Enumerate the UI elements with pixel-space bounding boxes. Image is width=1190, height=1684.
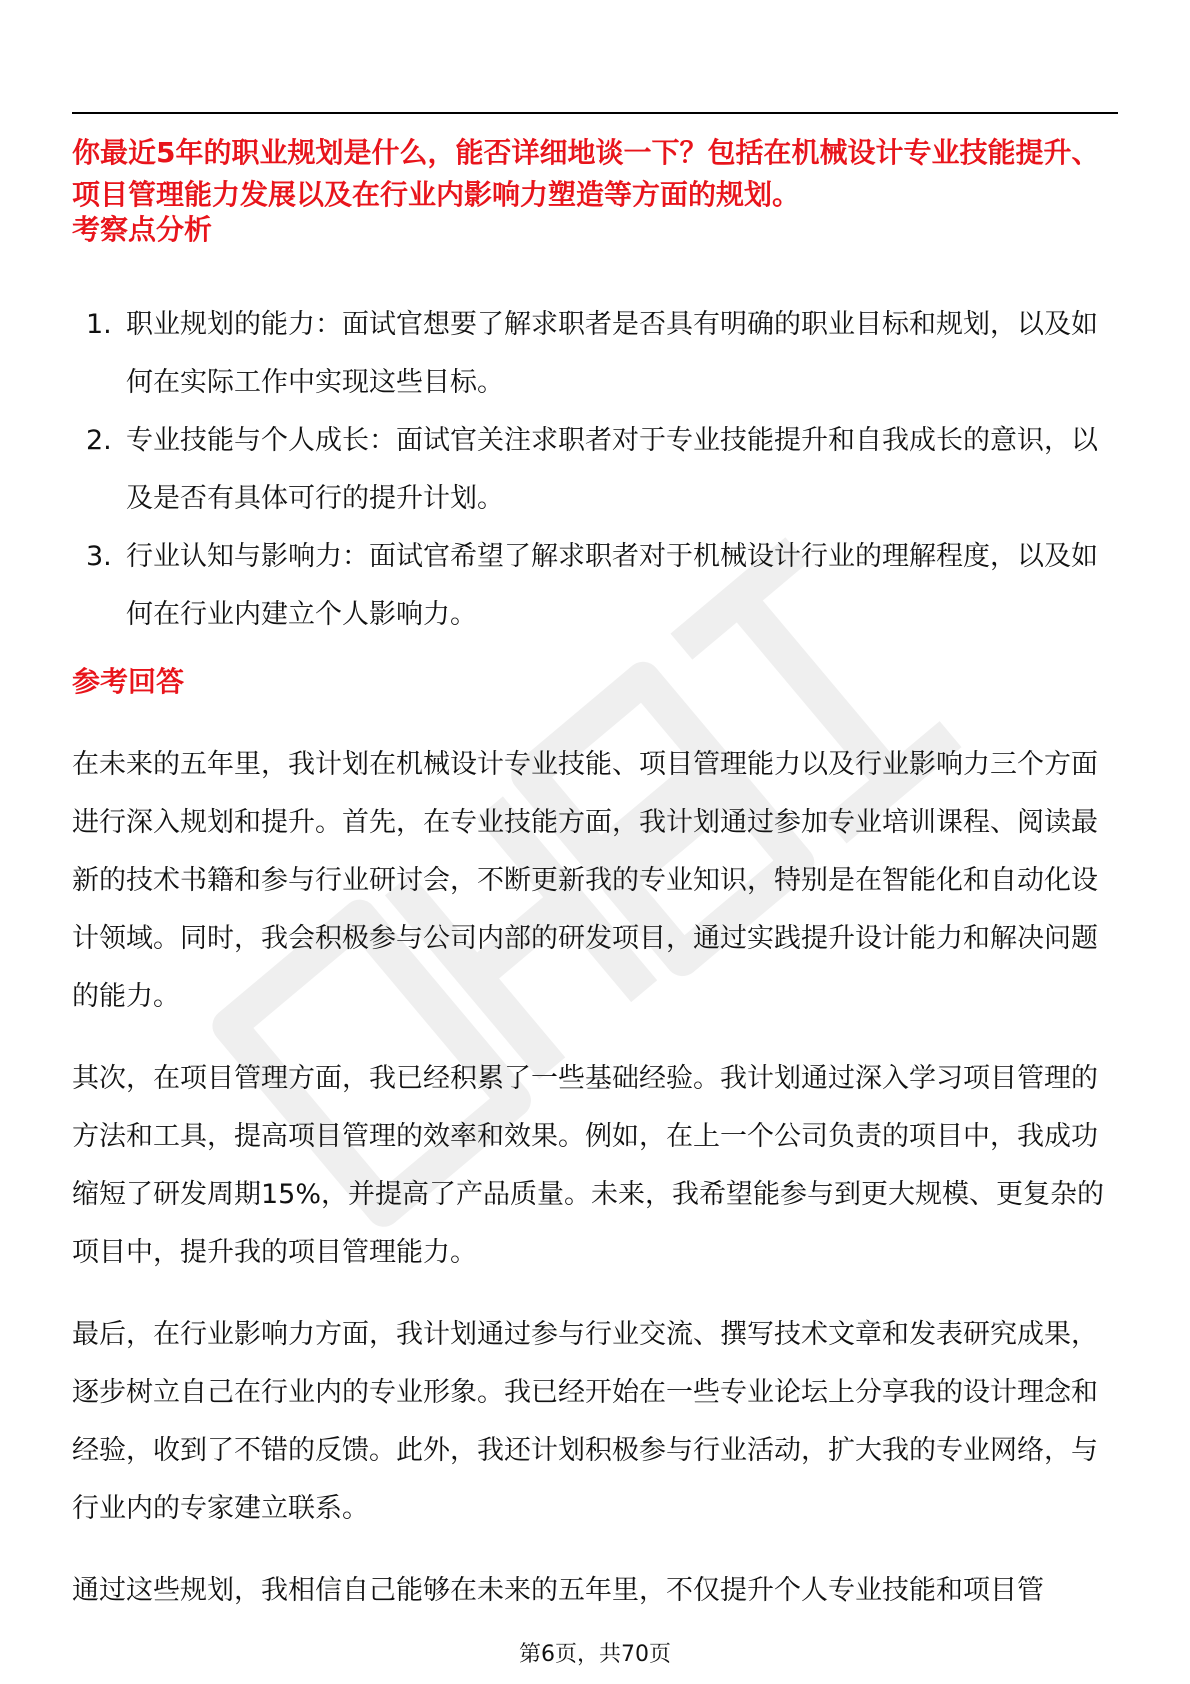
top-divider bbox=[72, 112, 1118, 114]
analysis-item bbox=[72, 412, 1118, 528]
analysis-item-text: 专业技能与个人成长：面试官关注求职者对于专业技能提升和自我成长的意识，以及是否有具体可行的提升计划。 bbox=[126, 425, 1098, 514]
analysis-list bbox=[72, 296, 1118, 644]
answer-paragraph: 通过这些规划，我相信自己能够在未来的五年里，不仅提升个人专业技能和项目管 bbox=[72, 1575, 1044, 1606]
analysis-item-text: 职业规划的能力：面试官想要了解求职者是否具有明确的职业目标和规划，以及如何在实际工作中实现这些目标。 bbox=[126, 309, 1098, 398]
analysis-item-text: 行业认知与影响力：面试官希望了解求职者对于机械设计行业的理解程度，以及如何在行业内建立个人影响力。 bbox=[126, 541, 1098, 630]
answer-paragraph: 最后，在行业影响力方面，我计划通过参与行业交流、撰写技术文章和发表研究成果，逐步树立自己在行业内的专业形象。我已经开始在一些专业论坛上分享我的设计理念和经验，收到了不错的反馈。此外，我还计划积极参与行业活动，扩大我的专业网络，与行业内的专家建立联系。 bbox=[72, 1319, 1098, 1524]
list-number: 2. bbox=[86, 425, 112, 456]
answer-paragraph: 其次，在项目管理方面，我已经积累了一些基础经验。我计划通过深入学习项目管理的方法和工具，提高项目管理的效率和效果。例如，在上一个公司负责的项目中，我成功缩短了研发周期15%，并提高了产品质量。未来，我希望能参与到更大规模、更复杂的项目中，提升我的项目管理能力。 bbox=[72, 1063, 1105, 1268]
analysis-item bbox=[72, 296, 1118, 412]
page-footer: 第6页，共70页 bbox=[519, 1642, 671, 1667]
question-text: 你最近5年的职业规划是什么，能否详细地谈一下？包括在机械设计专业技能提升、项目管理能力发展以及在行业内影响力塑造等方面的规划。 bbox=[72, 136, 1100, 211]
list-number: 3. bbox=[86, 541, 112, 572]
answer-heading: 参考回答 bbox=[72, 665, 185, 698]
analysis-heading: 考察点分析 bbox=[72, 213, 213, 246]
list-number: 1. bbox=[86, 309, 112, 340]
answer-paragraph: 在未来的五年里，我计划在机械设计专业技能、项目管理能力以及行业影响力三个方面进行深入规划和提升。首先，在专业技能方面，我计划通过参加专业培训课程、阅读最新的技术书籍和参与行业研讨会，不断更新我的专业知识，特别是在智能化和自动化设计领域。同时，我会积极参与公司内部的研发项目，通过实践提升设计能力和解决问题的能力。 bbox=[72, 749, 1098, 1012]
analysis-item bbox=[72, 528, 1118, 644]
